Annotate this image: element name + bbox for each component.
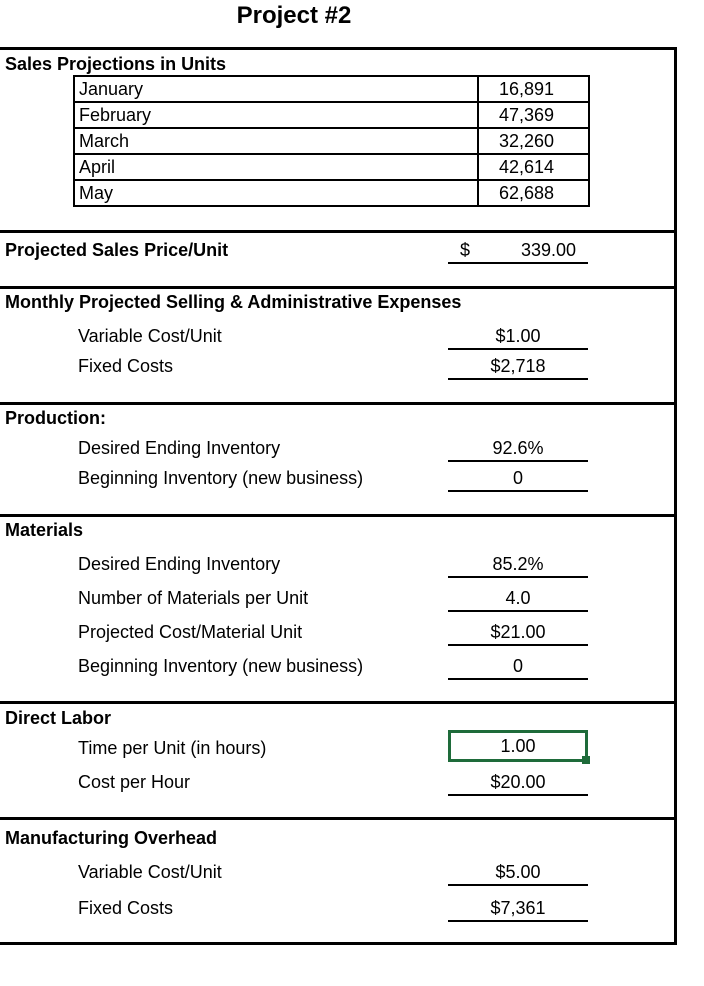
price-value: 339.00 <box>520 240 576 260</box>
table-row[interactable] <box>75 155 588 181</box>
sa-fixed-label: Fixed Costs <box>78 356 174 376</box>
table-row[interactable] <box>75 103 588 129</box>
units-cell[interactable]: 42,614 <box>498 157 554 177</box>
month-cell[interactable]: April <box>75 155 479 179</box>
direct-labor-heading: Direct Labor <box>5 708 112 728</box>
units-cell[interactable]: 47,369 <box>498 105 554 125</box>
fill-handle[interactable] <box>582 756 590 764</box>
sa-variable-label: Variable Cost/Unit <box>78 326 222 346</box>
dl-cost-label: Cost per Hour <box>78 772 191 792</box>
prod-beginning-label: Beginning Inventory (new business) <box>78 468 364 488</box>
oh-fixed-value[interactable]: $7,361 <box>448 896 588 922</box>
units-cell[interactable]: 32,260 <box>498 131 554 151</box>
mat-beginning-label: Beginning Inventory (new business) <box>78 656 364 676</box>
mat-cost-value[interactable]: $21.00 <box>448 620 588 646</box>
prod-beginning-value[interactable]: 0 <box>448 466 588 492</box>
sheet-bottom-border <box>0 942 674 945</box>
selling-admin-heading: Monthly Projected Selling & Administrative Expenses <box>5 292 462 312</box>
dl-time-value-selected-cell[interactable]: 1.00 <box>448 730 588 762</box>
oh-variable-value[interactable]: $5.00 <box>448 860 588 886</box>
prod-desired-value[interactable]: 92.6% <box>448 436 588 462</box>
month-cell[interactable]: February <box>75 103 479 127</box>
oh-fixed-label: Fixed Costs <box>78 898 174 918</box>
mat-cost-label: Projected Cost/Material Unit <box>78 622 303 642</box>
units-cell[interactable]: 16,891 <box>498 79 554 99</box>
price-cell[interactable] <box>448 238 588 264</box>
page-title: Project #2 <box>236 2 352 29</box>
production-heading: Production: <box>5 408 106 428</box>
sa-fixed-value[interactable]: $2,718 <box>448 354 588 380</box>
table-row[interactable] <box>75 181 588 207</box>
oh-variable-label: Variable Cost/Unit <box>78 862 222 882</box>
units-cell[interactable]: 62,688 <box>498 183 554 203</box>
mat-desired-value[interactable]: 85.2% <box>448 552 588 578</box>
overhead-heading: Manufacturing Overhead <box>5 828 218 848</box>
currency-symbol: $ <box>460 240 471 260</box>
table-row[interactable] <box>75 77 588 103</box>
dl-time-label: Time per Unit (in hours) <box>78 738 267 758</box>
month-cell[interactable]: January <box>75 77 479 101</box>
sales-table <box>73 75 590 207</box>
mat-per-unit-label: Number of Materials per Unit <box>78 588 309 608</box>
sales-heading: Sales Projections in Units <box>5 54 227 74</box>
mat-beginning-value[interactable]: 0 <box>448 654 588 680</box>
month-cell[interactable]: May <box>75 181 479 205</box>
dl-cost-value[interactable]: $20.00 <box>448 770 588 796</box>
price-label: Projected Sales Price/Unit <box>5 240 229 260</box>
materials-heading: Materials <box>5 520 84 540</box>
sa-variable-value[interactable]: $1.00 <box>448 324 588 350</box>
mat-desired-label: Desired Ending Inventory <box>78 554 281 574</box>
prod-desired-label: Desired Ending Inventory <box>78 438 281 458</box>
mat-per-unit-value[interactable]: 4.0 <box>448 586 588 612</box>
month-cell[interactable]: March <box>75 129 479 153</box>
table-row[interactable] <box>75 129 588 155</box>
